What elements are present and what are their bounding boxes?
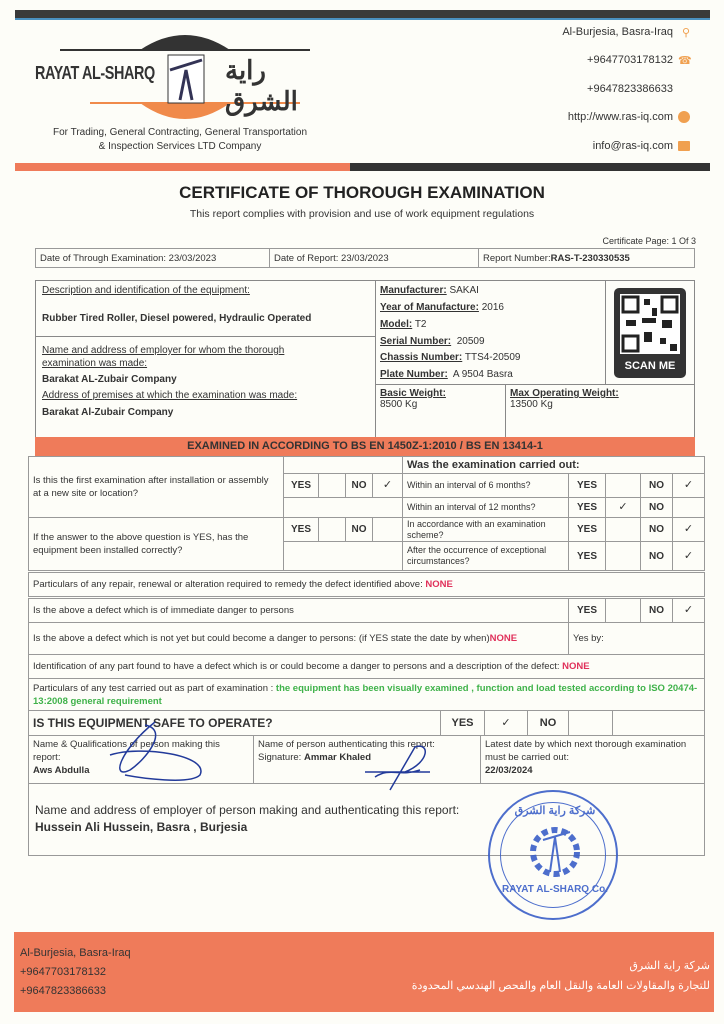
safe-no-box[interactable]	[568, 710, 613, 736]
qr-code-icon	[620, 294, 680, 354]
footer	[14, 932, 714, 1012]
contact-phone2: +9647823386633	[587, 83, 673, 95]
divider-orange	[15, 163, 350, 171]
subtitle: This report complies with provision and use of work equipment regulations	[189, 208, 535, 220]
footer-address: Al-Burjesia, Basra-Iraq	[20, 947, 131, 959]
r1-no-check[interactable]: ✓	[672, 473, 705, 498]
company-logo: RAYAT AL-SHARQ راية الشرق	[30, 25, 330, 125]
repair-row: Particulars of any repair, renewal or alteration required to remedy the defect identified above: NONE	[28, 572, 705, 597]
top-bar	[15, 10, 710, 20]
employer-box: Name and address of employer of person making and authenticating this report: Hussein Ali Hussein, Basra , Burjesia	[28, 783, 705, 856]
danger-yes-box[interactable]	[605, 598, 641, 623]
employer: Barakat AL-Zubair Company	[42, 374, 177, 385]
exam-scheme: In accordance with an examination scheme?	[402, 517, 569, 542]
company-stamp: RAYAT AL-SHARQ Co. شركة راية الشرق	[488, 790, 618, 920]
report-maker: Name & Qualifications of person making this report: Aws Abdulla	[28, 735, 254, 784]
interval-12-months: Within an interval of 12 months?	[402, 497, 569, 518]
plate: Plate Number: A 9504 Basra	[380, 369, 513, 380]
question-installed-correctly: If the answer to the above question is YES, has the equipment been installed correctly?	[28, 517, 284, 571]
qr-code[interactable]: SCAN ME	[614, 288, 686, 378]
model: Model: T2	[380, 319, 427, 330]
divider-dark	[350, 163, 710, 171]
tagline: For Trading, General Contracting, General Transportation & Inspection Services LTD Company	[52, 127, 308, 152]
r4-no-check[interactable]: ✓	[672, 541, 705, 571]
q1-no-check[interactable]: ✓	[372, 473, 403, 498]
yes-by: Yes by:	[568, 622, 705, 655]
exam-date: Date of Through Examination: 23/03/2023	[35, 248, 270, 268]
interval-6-months: Within an interval of 6 months?	[402, 473, 569, 498]
danger-no-check[interactable]: ✓	[672, 598, 705, 623]
footer-arabic-desc: للتجارة والمقاولات العامة والنقل العام والفحص الهندسي المحدودة	[411, 980, 710, 992]
manufacturer: Manufacturer: SAKAI	[380, 285, 479, 296]
contact-phone1: +9647703178132 ☎	[587, 54, 692, 68]
location-pin-icon: ⚲	[681, 27, 690, 40]
page-title: CERTIFICATE OF THOROUGH EXAMINATION	[179, 183, 545, 202]
chassis: Chassis Number: TTS4-20509	[380, 352, 521, 363]
test-row: Particulars of any test carried out as part of examination : the equipment has been visually examined , function and load tested according to ISO 20474-13:2008 general requirement	[28, 678, 705, 711]
basic-weight: Basic Weight: 8500 Kg	[380, 388, 446, 410]
q2-no-box[interactable]	[372, 517, 403, 542]
identification-row: Identification of any part found to have a defect which is or could become a danger to persons and a description of the defect: NONE	[28, 654, 705, 679]
carried-out-header: Was the examination carried out:	[402, 456, 705, 474]
r4-yes-box[interactable]	[605, 541, 641, 571]
serial: Serial Number: 20509	[380, 336, 485, 347]
r3-yes-box[interactable]	[605, 517, 641, 542]
premises: Barakat Al-Zubair Company	[42, 407, 174, 418]
year: Year of Manufacture: 2016	[380, 302, 504, 313]
desc-label: Description and identification of the equipment:	[42, 285, 250, 296]
globe-icon	[678, 111, 690, 123]
contact-address: Al-Burjesia, Basra-Iraq ⚲	[562, 26, 690, 40]
r2-no-box[interactable]	[672, 497, 705, 518]
footer-arabic-name: شركة راية الشرق	[629, 960, 710, 972]
r1-yes-box[interactable]	[605, 473, 641, 498]
signature-ammar	[360, 742, 450, 792]
future-danger: Is the above a defect which is not yet but could become a danger to persons: (if YES state the date by when)NONE	[28, 622, 569, 655]
footer-phone1: +9647703178132	[20, 966, 106, 978]
phone-icon: ☎	[678, 55, 692, 68]
premises-label: Address of premises at which the examination was made:	[42, 390, 298, 401]
footer-phone2: +9647823386633	[20, 985, 106, 997]
stamp-gear-icon	[525, 822, 585, 882]
q2-yes-box[interactable]	[318, 517, 346, 542]
safe-yes-check[interactable]: ✓	[484, 710, 528, 736]
report-number: Report Number: RAS-T-230330535	[478, 248, 695, 268]
report-authenticator: Name of person authenticating this report: Signature: Ammar Khaled	[253, 735, 481, 784]
question-first-exam: Is this the first examination after installation or assembly at a new site or location?	[28, 456, 284, 518]
exceptional-circumstances: After the occurrence of exceptional circumstances?	[402, 541, 569, 571]
next-exam-date: Latest date by which next thorough examination must be carried out: 22/03/2024	[480, 735, 705, 784]
contact-email[interactable]: info@ras-iq.com	[593, 140, 690, 152]
standard-banner: EXAMINED IN ACCORDING TO BS EN 1450Z-1:2010 / BS EN 13414-1	[35, 437, 695, 456]
safe-question: IS THIS EQUIPMENT SAFE TO OPERATE?	[28, 710, 441, 736]
page-info: Certificate Page: 1 Of 3	[602, 236, 696, 246]
employer-label: Name and address of employer for whom the thorough examination was made:	[42, 345, 285, 369]
r3-no-check[interactable]: ✓	[672, 517, 705, 542]
desc: Rubber Tired Roller, Diesel powered, Hydraulic Operated	[42, 313, 312, 324]
contact-website[interactable]: http://www.ras-iq.com	[568, 111, 690, 123]
report-date: Date of Report: 23/03/2023	[269, 248, 479, 268]
signature-aws	[100, 720, 220, 790]
q1-yes-box[interactable]	[318, 473, 346, 498]
r2-yes-check[interactable]: ✓	[605, 497, 641, 518]
immediate-danger: Is the above a defect which is of immediate danger to persons	[28, 598, 569, 623]
max-weight: Max Operating Weight: 13500 Kg	[510, 388, 619, 410]
mail-icon	[678, 141, 690, 151]
